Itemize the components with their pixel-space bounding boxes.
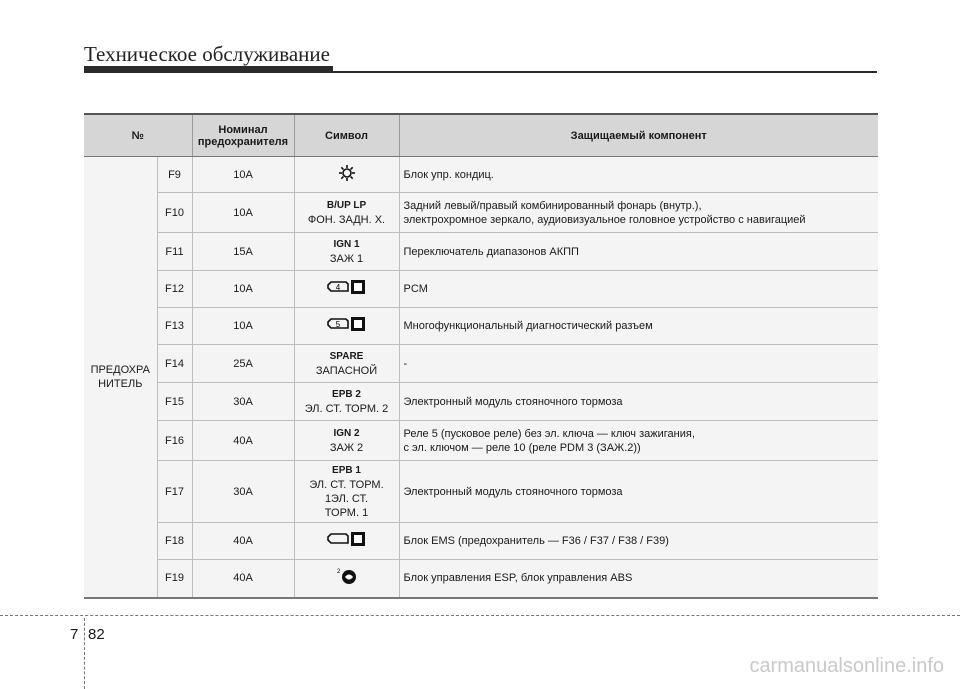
chapter-number: 7 bbox=[70, 626, 79, 643]
footer-divider bbox=[0, 615, 960, 616]
table-row bbox=[84, 193, 878, 233]
component-desc bbox=[399, 193, 878, 233]
fuse-number: F18 bbox=[157, 523, 192, 560]
symbol-cell bbox=[294, 421, 399, 461]
symbol-cell bbox=[294, 157, 399, 193]
fuse-number: F9 bbox=[157, 157, 192, 193]
symbol-text: ЭЛ. СТ. ТОРМ. 1ЭЛ. СТ. ТОРМ. 1 bbox=[309, 478, 384, 519]
group-label-cell bbox=[84, 157, 157, 598]
table-row bbox=[84, 271, 878, 308]
fuse-number: F12 bbox=[157, 271, 192, 308]
col-header-symbol: Символ bbox=[294, 114, 399, 157]
component-desc: Блок EMS (предохранитель — F36 / F37 / F38 / F39) bbox=[399, 523, 878, 560]
symbol-cell bbox=[294, 271, 399, 308]
symbol-label: EPB 1 bbox=[332, 464, 361, 476]
component-desc-text: Задний левый/правый комбинированный фонарь (внутр.), электрохромное зеркало, аудиовизуальное головное устройство с навигацией bbox=[403, 199, 806, 226]
watermark: carmanualsonline.info bbox=[749, 655, 944, 677]
group-label: ПРЕДОХРА НИТЕЛЬ bbox=[90, 363, 150, 390]
table-row bbox=[84, 523, 878, 560]
fuse-rating: 10A bbox=[192, 193, 294, 233]
component-desc: PCM bbox=[399, 271, 878, 308]
symbol-cell bbox=[294, 233, 399, 271]
symbol-cell bbox=[294, 560, 399, 598]
fuse-table bbox=[84, 113, 878, 599]
symbol-label: IGN 2 bbox=[333, 427, 360, 439]
table-row bbox=[84, 157, 878, 193]
component-desc: Блок управления ESP, блок управления ABS bbox=[399, 560, 878, 598]
symbol-text: ЗАЖ 2 bbox=[329, 441, 364, 454]
engine-icon bbox=[326, 530, 368, 552]
table-row bbox=[84, 345, 878, 383]
fuse-rating: 40A bbox=[192, 560, 294, 598]
page-title: Техническое обслуживание bbox=[84, 42, 330, 66]
svg-text:2: 2 bbox=[336, 569, 340, 576]
table-header-row bbox=[84, 114, 878, 157]
component-desc bbox=[399, 421, 878, 461]
symbol-text: ЗАЖ 1 bbox=[329, 252, 364, 265]
fuse-rating: 15A bbox=[192, 233, 294, 271]
symbol-cell bbox=[294, 193, 399, 233]
symbol-label: B/UP LP bbox=[326, 199, 367, 211]
symbol-cell bbox=[294, 308, 399, 345]
component-desc: Блок упр. кондиц. bbox=[399, 157, 878, 193]
symbol-label: EPB 2 bbox=[332, 388, 361, 400]
col-header-rating-text: Номинал предохранителя bbox=[197, 123, 289, 148]
fuse-rating: 10A bbox=[192, 308, 294, 345]
svg-text:4: 4 bbox=[335, 283, 340, 292]
symbol-text: ЗАПАСНОЙ bbox=[315, 364, 378, 377]
fuse-number: F17 bbox=[157, 461, 192, 523]
fuse-number: F11 bbox=[157, 233, 192, 271]
symbol-label: IGN 1 bbox=[333, 238, 360, 250]
ac-fan-icon bbox=[338, 164, 356, 186]
table-row bbox=[84, 383, 878, 421]
fuse-number: F15 bbox=[157, 383, 192, 421]
fuse-number: F19 bbox=[157, 560, 192, 598]
title-rule-thick bbox=[84, 66, 333, 73]
symbol-text: ФОН. ЗАДН. Х. bbox=[307, 213, 386, 226]
table-row bbox=[84, 560, 878, 598]
table-row bbox=[84, 233, 878, 271]
table-row bbox=[84, 421, 878, 461]
symbol-text: ЭЛ. СТ. ТОРМ. 2 bbox=[304, 402, 389, 415]
table-row bbox=[84, 308, 878, 345]
engine-4-icon bbox=[326, 278, 368, 300]
fuse-rating: 40A bbox=[192, 421, 294, 461]
symbol-cell bbox=[294, 523, 399, 560]
fuse-number: F13 bbox=[157, 308, 192, 345]
col-header-component: Защищаемый компонент bbox=[399, 114, 878, 157]
footer-vertical-rule bbox=[84, 618, 85, 689]
fuse-rating: 10A bbox=[192, 157, 294, 193]
symbol-cell bbox=[294, 461, 399, 523]
engine-5-icon bbox=[326, 315, 368, 337]
component-desc-text: Реле 5 (пусковое реле) без эл. ключа — ключ зажигания, с эл. ключом — реле 10 (реле PDM 3 (ЗАЖ.2)) bbox=[403, 427, 695, 454]
fuse-number: F10 bbox=[157, 193, 192, 233]
table-row bbox=[84, 461, 878, 523]
component-desc: - bbox=[399, 345, 878, 383]
col-header-rating bbox=[192, 114, 294, 157]
fuse-rating: 30A bbox=[192, 383, 294, 421]
fuse-rating: 25A bbox=[192, 345, 294, 383]
symbol-cell bbox=[294, 345, 399, 383]
component-desc: Электронный модуль стояночного тормоза bbox=[399, 461, 878, 523]
fuse-rating: 30A bbox=[192, 461, 294, 523]
page-number: 82 bbox=[88, 626, 105, 643]
esp-icon bbox=[335, 566, 359, 590]
symbol-cell bbox=[294, 383, 399, 421]
symbol-label: SPARE bbox=[329, 350, 364, 362]
component-desc: Переключатель диапазонов АКПП bbox=[399, 233, 878, 271]
col-header-number: № bbox=[84, 114, 192, 157]
title-rule-thin bbox=[333, 71, 877, 73]
component-desc: Электронный модуль стояночного тормоза bbox=[399, 383, 878, 421]
fuse-rating: 40A bbox=[192, 523, 294, 560]
svg-text:5: 5 bbox=[335, 320, 340, 329]
fuse-rating: 10A bbox=[192, 271, 294, 308]
fuse-number: F16 bbox=[157, 421, 192, 461]
component-desc: Многофункциональный диагностический разъем bbox=[399, 308, 878, 345]
fuse-number: F14 bbox=[157, 345, 192, 383]
